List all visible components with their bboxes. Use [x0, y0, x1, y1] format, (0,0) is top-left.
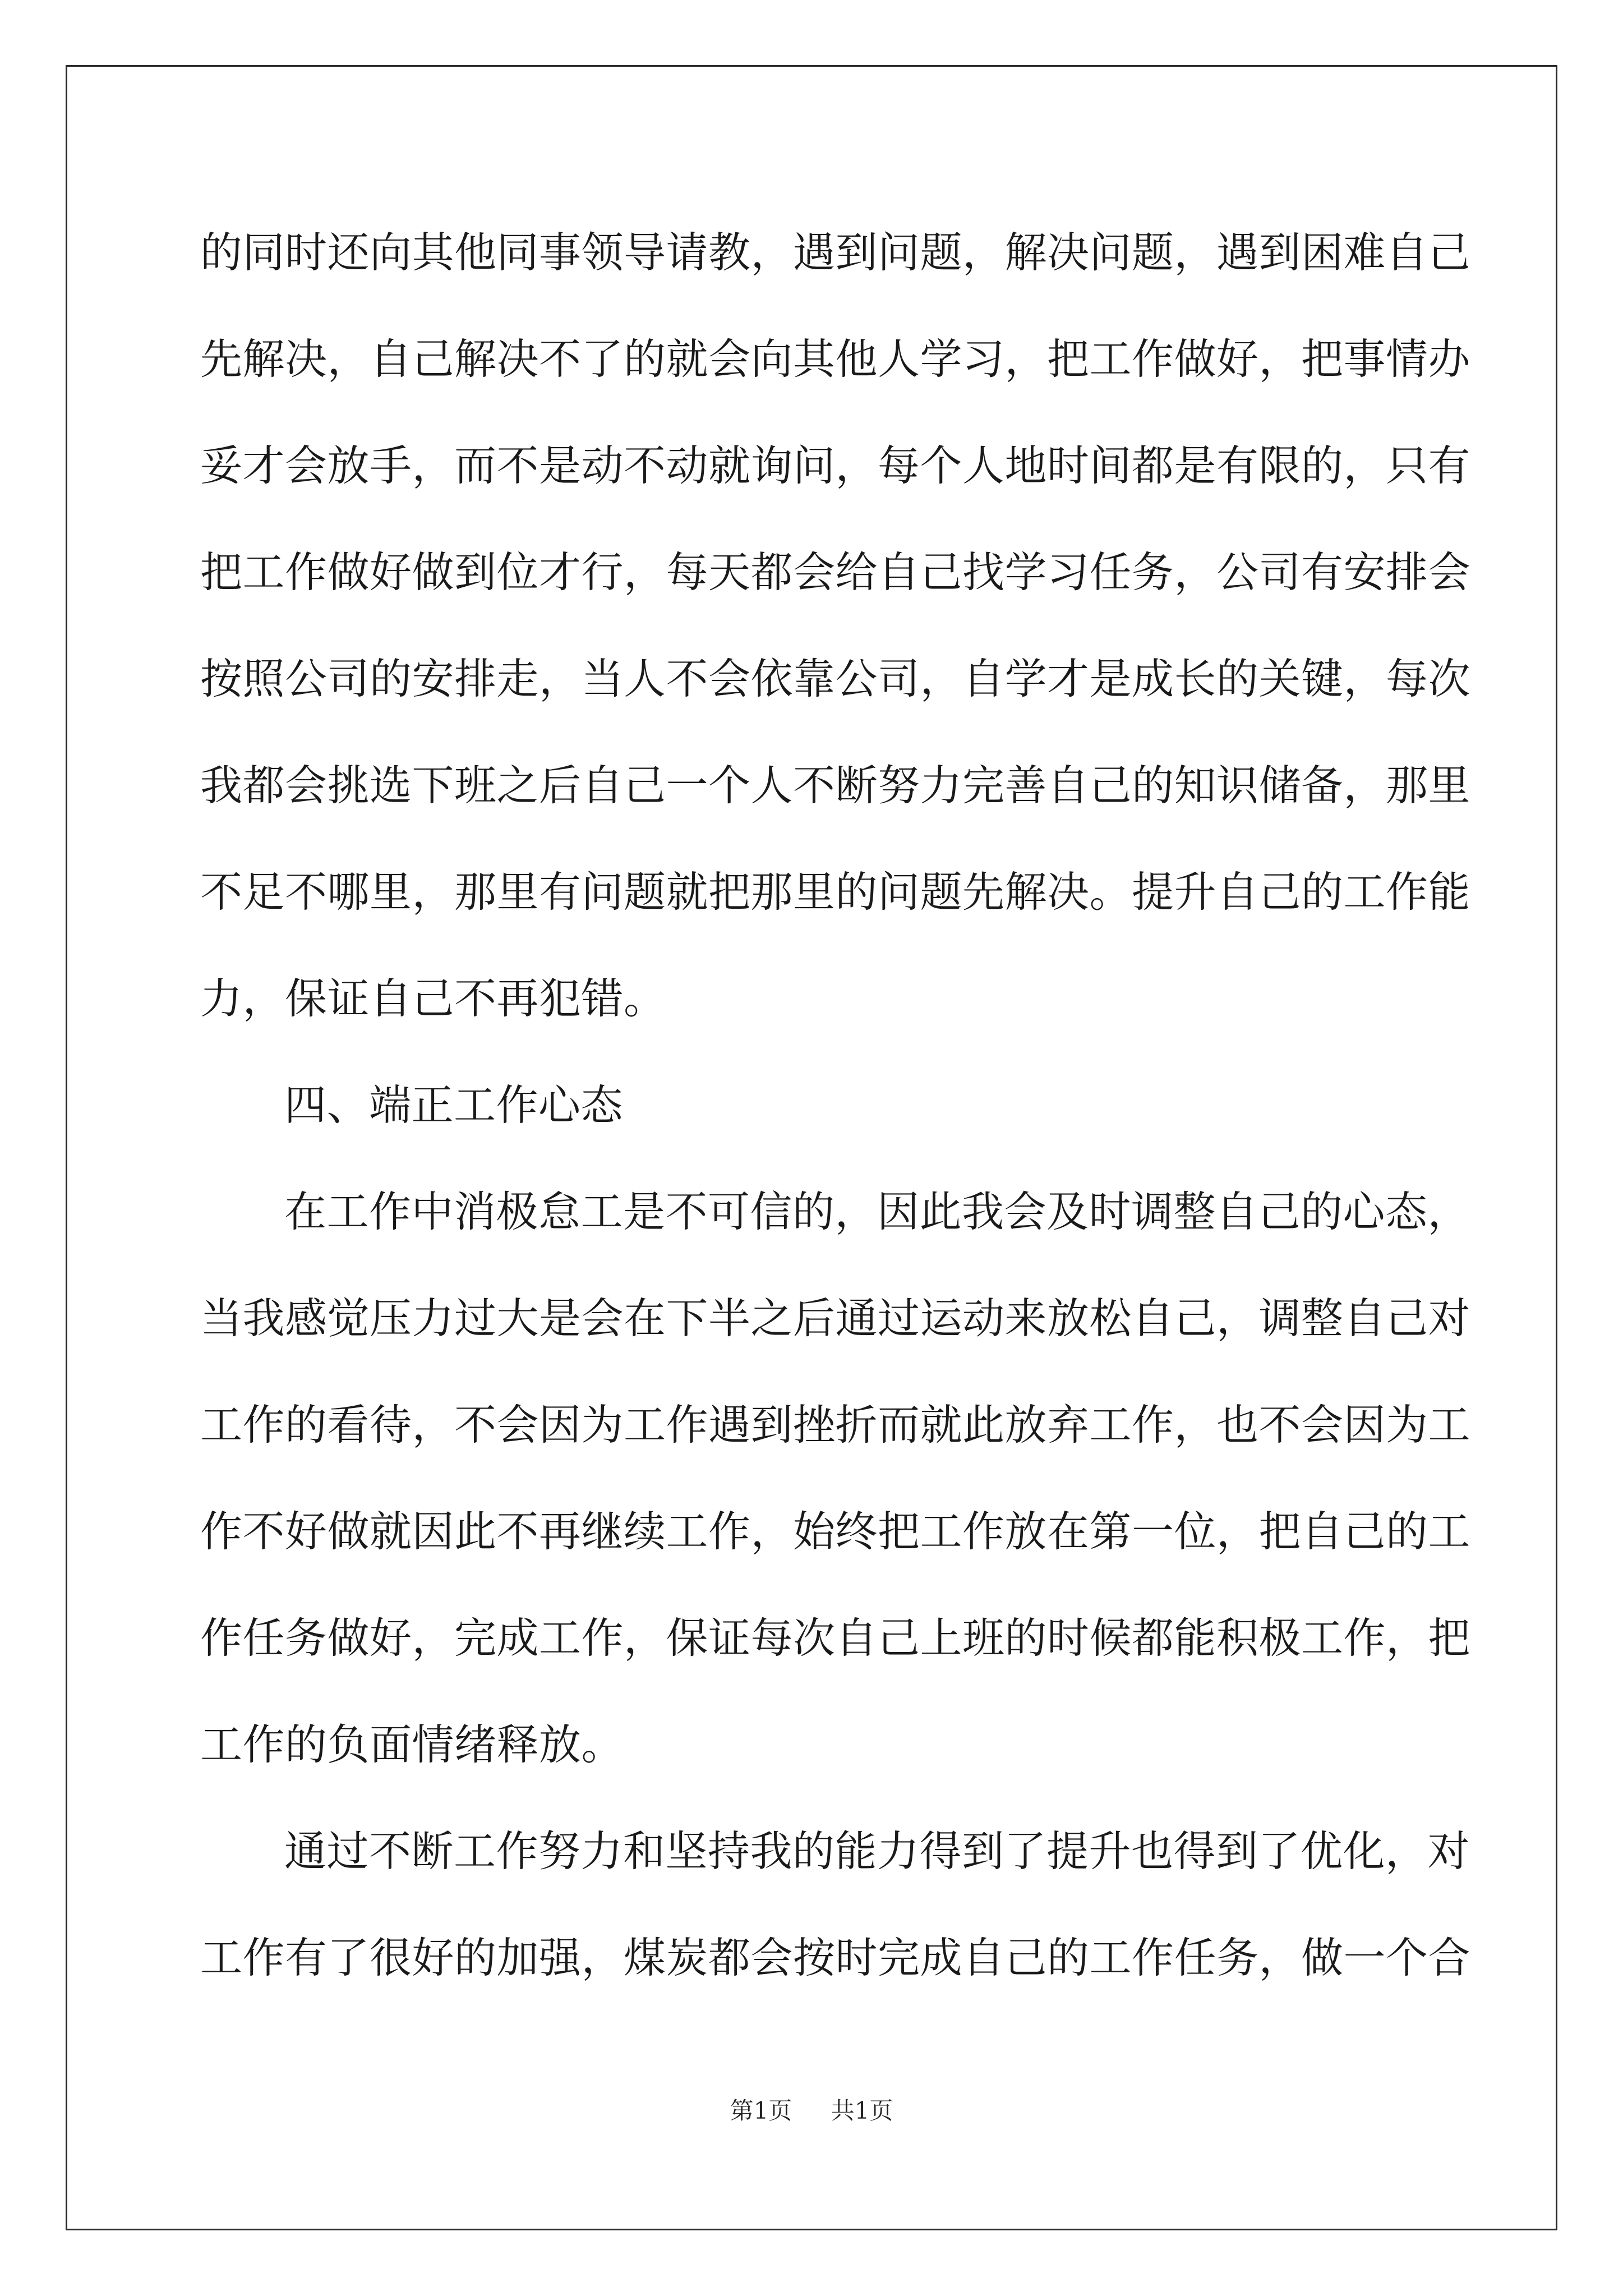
body-text-line: 力，保证自己不再犯错。 — [200, 974, 666, 1023]
page-footer — [0, 2092, 1623, 2126]
body-text-line: 在工作中消极怠工是不可信的，因此我会及时调整自己的心态， — [284, 1187, 1470, 1236]
body-text-line: 的同时还向其他同事领导请教，遇到问题，解决问题，遇到困难自己 — [200, 228, 1471, 277]
body-text-line: 作不好做就因此不再继续工作，始终把工作放在第一位，把自己的工 — [200, 1507, 1471, 1556]
page-count: 共1页 — [831, 2097, 893, 2124]
document-body — [200, 199, 1471, 2011]
page-number: 第1页 — [730, 2097, 792, 2124]
body-text-line: 把工作做好做到位才行，每天都会给自己找学习任务，公司有安排会 — [200, 547, 1471, 597]
body-text-line: 作任务做好，完成工作，保证每次自己上班的时候都能积极工作，把 — [200, 1613, 1471, 1663]
body-text-line: 妥才会放手，而不是动不动就询问，每个人地时间都是有限的，只有 — [200, 441, 1471, 490]
body-text-line: 工作有了很好的加强，煤炭都会按时完成自己的工作任务，做一个合 — [200, 1933, 1471, 1982]
body-text-line: 当我感觉压力过大是会在下半之后通过运动来放松自己，调整自己对 — [200, 1294, 1471, 1343]
body-text-line: 工作的负面情绪释放。 — [200, 1720, 624, 1769]
body-text-line: 通过不断工作努力和坚持我的能力得到了提升也得到了优化，对 — [284, 1826, 1470, 1876]
body-text-line: 我都会挑选下班之后自己一个人不断努力完善自己的知识储备，那里 — [200, 761, 1471, 810]
body-text-line: 按照公司的安排走，当人不会依靠公司，自学才是成长的关键，每次 — [200, 654, 1471, 703]
body-text-line: 工作的看待，不会因为工作遇到挫折而就此放弃工作，也不会因为工 — [200, 1400, 1471, 1450]
body-text-line: 先解决，自己解决不了的就会向其他人学习，把工作做好，把事情办 — [200, 334, 1471, 384]
section-heading: 四、端正工作心态 — [284, 1080, 624, 1130]
body-text-line: 不足不哪里，那里有问题就把那里的问题先解决。提升自己的工作能 — [200, 867, 1471, 917]
